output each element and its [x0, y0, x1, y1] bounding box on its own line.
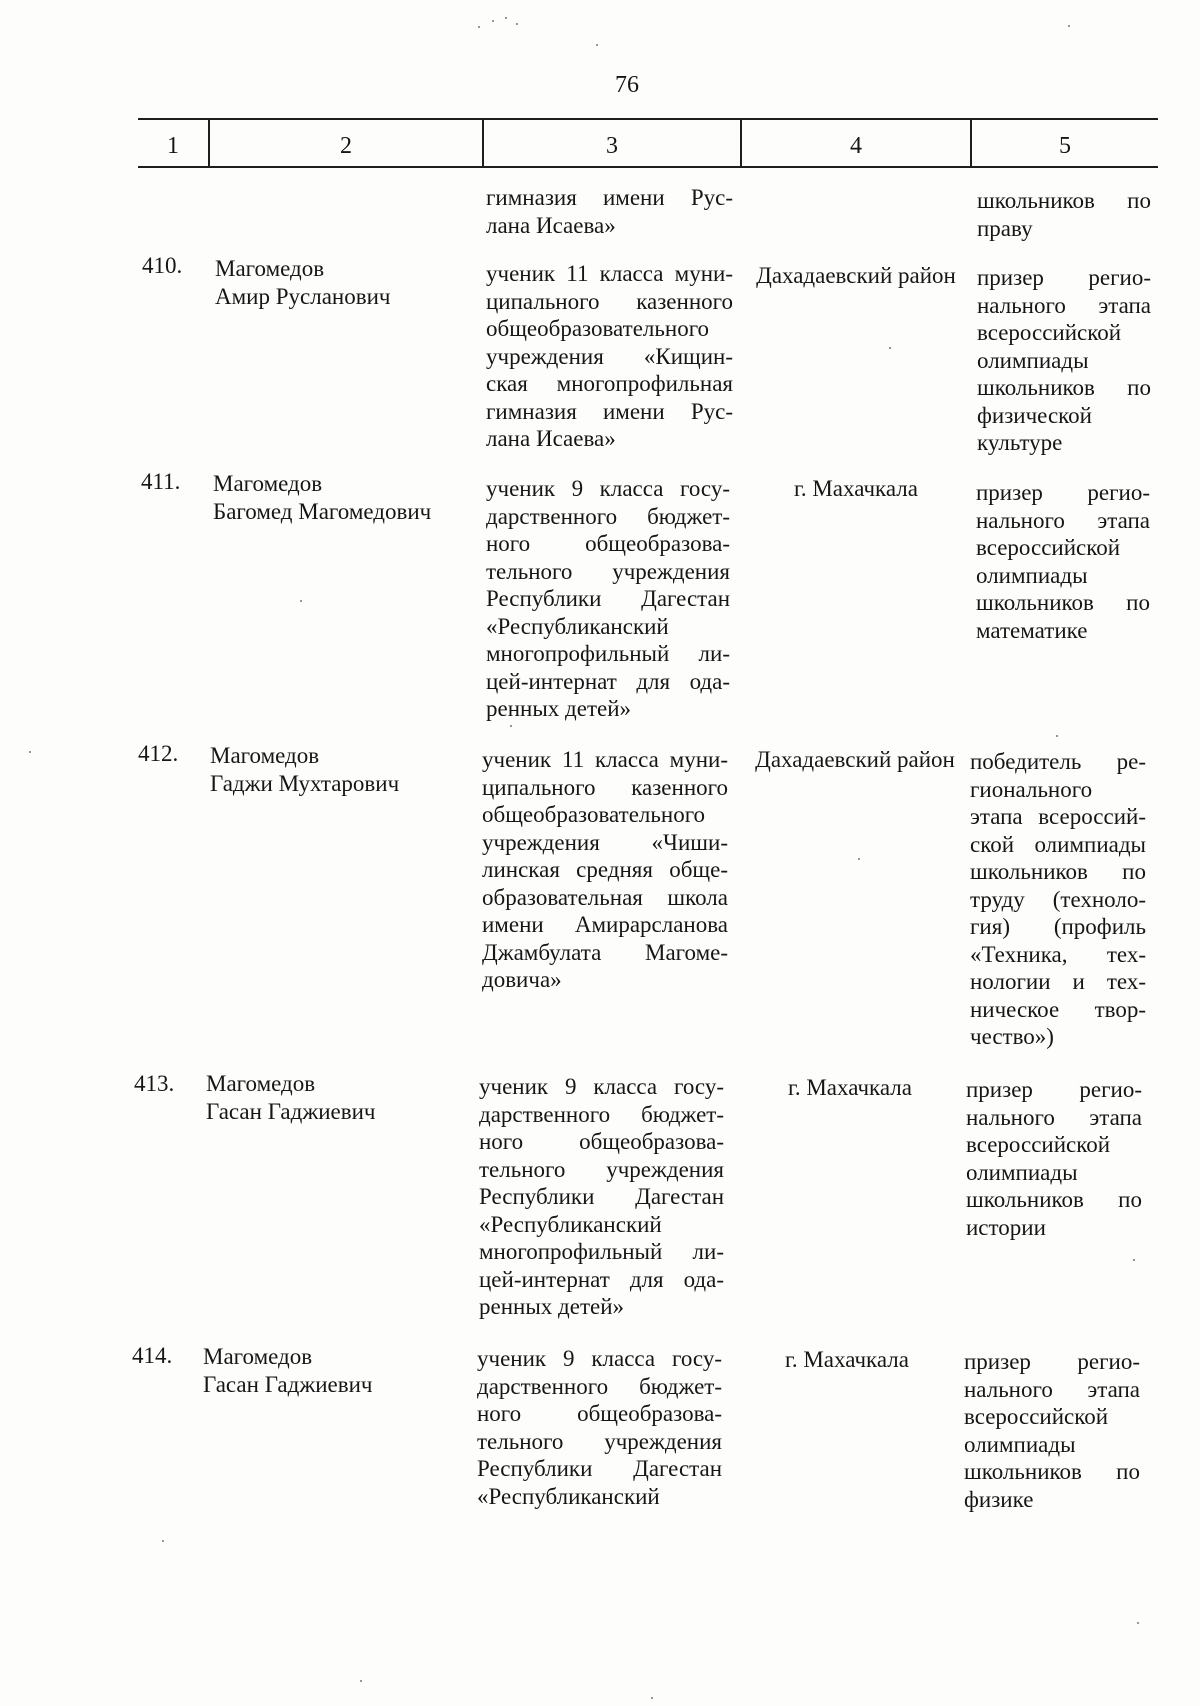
text-line: Республики Дагестан: [486, 586, 730, 611]
given-names: Гасан Гаджиевич: [206, 1098, 376, 1124]
text-line: призер регио-: [966, 1077, 1142, 1102]
row-number: 414.: [132, 1343, 173, 1368]
text-line: тельного учреждения: [486, 558, 730, 584]
text-line: призер регио-: [964, 1349, 1140, 1374]
scan-speck: [1137, 1622, 1139, 1624]
header-col-name: 2: [340, 133, 352, 159]
scan-speck: [858, 858, 860, 860]
scan-speck: [510, 725, 512, 727]
scan-speck: [29, 751, 31, 753]
institution: [482, 746, 728, 994]
text-line: истории: [966, 1214, 1046, 1240]
scan-speck: [516, 23, 518, 25]
region: Дахадаевский район: [756, 263, 956, 288]
text-line: Республики Дагестан: [479, 1184, 724, 1209]
text-line: школьников по: [977, 188, 1151, 213]
text-line: дарственного бюджет-: [479, 1101, 724, 1127]
scan-speck: [505, 17, 507, 19]
text-line: призер регио-: [976, 480, 1150, 505]
text-line: лана Исаева»: [486, 212, 616, 238]
text-line: многопрофильный ли-: [486, 641, 730, 666]
surname: Магомедов: [203, 1344, 313, 1369]
text-line: чество»): [970, 1024, 1054, 1049]
achievement: [976, 479, 1150, 644]
institution: [477, 1345, 722, 1510]
row-number: 413.: [134, 1071, 175, 1096]
continuation-achievement: [977, 187, 1151, 242]
text-line: всероссийской: [977, 320, 1122, 345]
text-line: ципального казенного: [482, 774, 728, 800]
row-number: 411.: [141, 469, 181, 494]
text-line: цей-интернат для ода-: [479, 1266, 724, 1292]
text-line: всероссийской: [966, 1132, 1111, 1157]
header-top-rule: [138, 118, 1158, 120]
text-line: ученик 9 класса госу-: [479, 1074, 724, 1099]
student-name: [203, 1343, 372, 1398]
text-line: «Республиканский: [486, 613, 669, 639]
achievement: [964, 1348, 1140, 1513]
text-line: тельного учреждения: [477, 1428, 722, 1454]
text-line: «Республиканский: [479, 1211, 662, 1237]
text-line: физической: [977, 402, 1092, 428]
text-line: нального этапа: [976, 507, 1150, 533]
surname: Магомедов: [215, 256, 325, 281]
text-line: физике: [964, 1486, 1034, 1512]
header-col-number: 1: [167, 133, 179, 159]
text-line: ного общеобразова-: [486, 531, 730, 556]
row-number: 410.: [142, 253, 183, 278]
text-line: школьников по: [970, 859, 1146, 884]
text-line: ской олимпиады: [970, 831, 1146, 857]
text-line: ренных детей»: [479, 1294, 625, 1319]
text-line: труду (техноло-: [970, 886, 1146, 912]
scan-speck: [651, 1697, 653, 1699]
text-line: всероссийской: [976, 535, 1121, 560]
text-line: ученик 11 класса муни-: [486, 261, 733, 286]
text-line: школьников по: [964, 1459, 1140, 1484]
text-line: Республики Дагестан: [477, 1456, 722, 1481]
region: Дахадаевский район: [755, 747, 955, 772]
text-line: культуре: [977, 430, 1063, 455]
text-line: олимпиады: [976, 562, 1088, 588]
text-line: общеобразовательного: [482, 802, 706, 827]
student-name: [213, 470, 431, 525]
institution: [486, 260, 733, 453]
text-line: праву: [977, 215, 1033, 241]
text-line: ученик 9 класса госу-: [477, 1346, 722, 1371]
text-line: нального этапа: [964, 1376, 1140, 1402]
text-line: ученик 11 класса муни-: [482, 747, 728, 772]
scan-speck: [1068, 25, 1070, 27]
text-line: олимпиады: [966, 1159, 1078, 1185]
surname: Магомедов: [206, 1071, 316, 1096]
region: г. Махачкала: [788, 1075, 912, 1100]
text-line: школьников по: [977, 375, 1151, 400]
text-line: школьников по: [976, 590, 1150, 615]
text-line: гионального: [970, 776, 1093, 802]
given-names: Багомед Магомедович: [213, 498, 432, 524]
text-line: школьников по: [966, 1187, 1142, 1212]
text-line: нального этапа: [966, 1104, 1142, 1130]
header-bottom-rule: [138, 166, 1158, 168]
achievement: [977, 264, 1151, 457]
scan-speck: [1056, 735, 1058, 737]
text-line: ская многопрофильная: [486, 371, 733, 396]
scan-speck: [889, 347, 891, 349]
text-line: тельного учреждения: [479, 1156, 724, 1182]
text-line: призер регио-: [977, 265, 1151, 290]
achievement: [970, 748, 1146, 1051]
text-line: этапа всероссий-: [970, 804, 1146, 829]
text-line: математике: [976, 617, 1088, 643]
text-line: ническое твор-: [970, 996, 1146, 1022]
institution: [486, 475, 730, 723]
text-line: ренных детей»: [486, 696, 632, 721]
text-line: лана Исаева»: [486, 426, 616, 451]
text-line: Джамбулата Магоме-: [482, 939, 728, 965]
text-line: ного общеобразова-: [477, 1401, 722, 1426]
text-line: гия) (профиль: [970, 914, 1146, 939]
scan-speck: [492, 20, 494, 22]
text-line: гимназия имени Рус-: [486, 398, 733, 424]
region: г. Махачкала: [785, 1347, 909, 1372]
scan-speck: [1133, 1259, 1135, 1261]
surname: Магомедов: [210, 743, 320, 768]
text-line: «Техника, тех-: [970, 941, 1146, 967]
text-line: дарственного бюджет-: [486, 503, 730, 529]
given-names: Амир Русланович: [215, 283, 391, 309]
text-line: линская средняя обще-: [482, 857, 728, 882]
text-line: имени Амирарсланова: [482, 912, 728, 937]
text-line: олимпиады: [964, 1431, 1076, 1457]
text-line: общеобразовательного: [486, 316, 710, 341]
text-line: образовательная школа: [482, 884, 728, 910]
row-number: 412.: [138, 741, 179, 766]
scan-speck: [478, 26, 480, 28]
text-line: учреждения «Кищин-: [486, 343, 733, 369]
achievement: [966, 1076, 1142, 1241]
header-col-institution: 3: [606, 133, 618, 159]
text-line: ученик 9 класса госу-: [486, 476, 730, 501]
page-number: 76: [615, 72, 639, 98]
text-line: гимназия имени Рус-: [486, 185, 733, 210]
region: г. Махачкала: [794, 476, 918, 501]
given-names: Гаджи Мухтарович: [210, 770, 400, 796]
text-line: «Республиканский: [477, 1483, 660, 1509]
scan-speck: [300, 600, 302, 602]
given-names: Гасан Гаджиевич: [203, 1371, 373, 1397]
scan-speck: [596, 44, 598, 46]
text-line: всероссийской: [964, 1404, 1109, 1429]
student-name: [215, 255, 390, 310]
header-col-achievement: 5: [1059, 133, 1071, 159]
text-line: ного общеобразова-: [479, 1129, 724, 1154]
student-name: [206, 1070, 375, 1125]
text-line: нального этапа: [977, 292, 1151, 318]
text-line: нологии и тех-: [970, 969, 1146, 994]
scan-speck: [360, 1680, 362, 1682]
text-line: цей-интернат для ода-: [486, 668, 730, 694]
surname: Магомедов: [213, 471, 323, 496]
text-line: довича»: [482, 967, 562, 992]
text-line: дарственного бюджет-: [477, 1373, 722, 1399]
text-line: победитель ре-: [970, 749, 1146, 774]
student-name: [210, 742, 399, 797]
text-line: олимпиады: [977, 347, 1089, 373]
text-line: многопрофильный ли-: [479, 1239, 724, 1264]
institution: [479, 1073, 724, 1321]
continuation-institution: [486, 184, 733, 239]
text-line: ципального казенного: [486, 288, 733, 314]
header-col-region: 4: [850, 133, 862, 159]
text-line: учреждения «Чиши-: [482, 829, 728, 855]
scan-speck: [162, 1540, 164, 1542]
